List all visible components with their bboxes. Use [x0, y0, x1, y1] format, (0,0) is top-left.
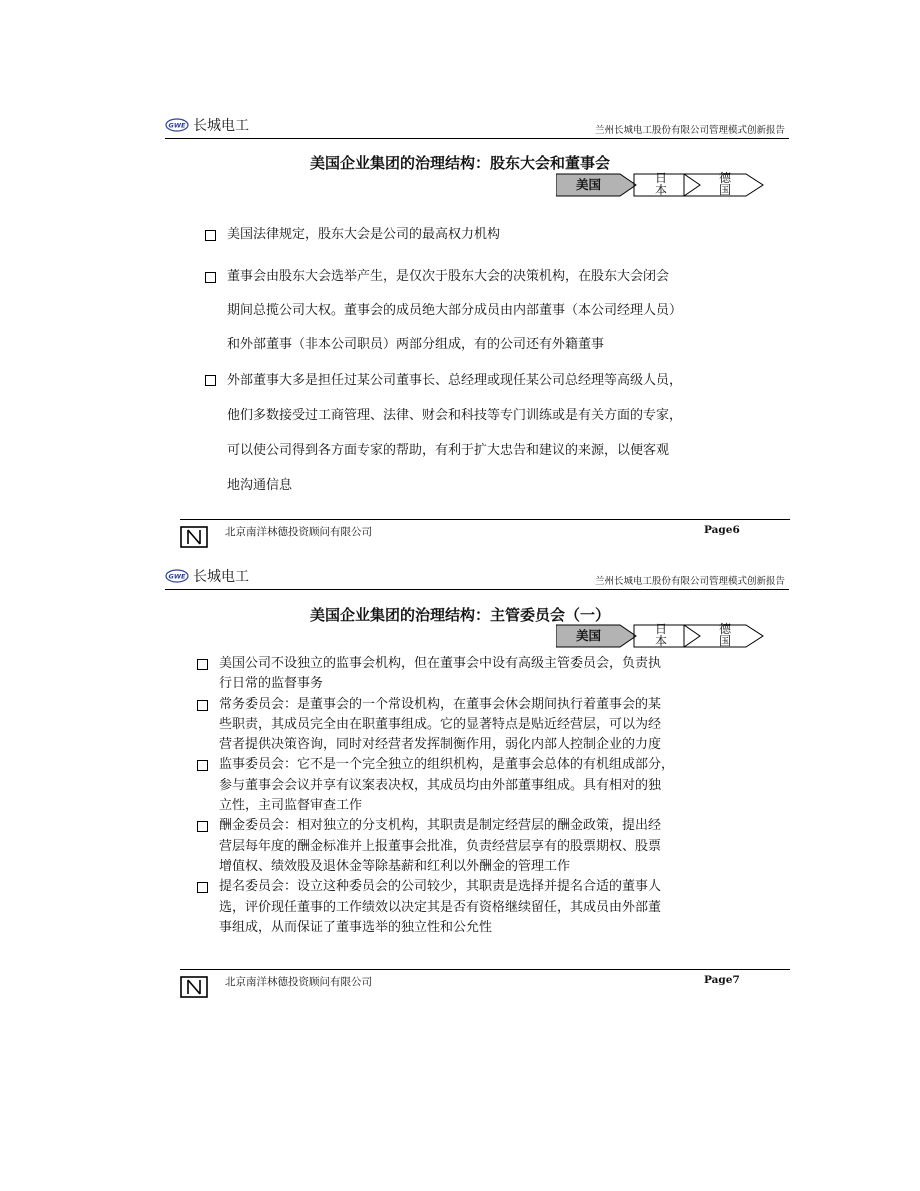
- country-nav: [556, 621, 766, 651]
- nav-germany-bottom: 国: [718, 634, 731, 648]
- footer-rule: [180, 519, 790, 520]
- report-title: 兰州长城电工股份有限公司管理模式创新报告: [594, 576, 785, 587]
- nav-us[interactable]: 美国: [576, 177, 602, 192]
- nav-japan[interactable]: [654, 623, 668, 647]
- bullet-line: 参与董事会会议并享有议案表决权，其成员均由外部董事组成。具有相对的独: [219, 777, 662, 793]
- bullet-line: 和外部董事（非本公司职员）两部分组成，有的公司还有外籍董事: [227, 337, 605, 352]
- gwe-logo-icon: [165, 118, 189, 132]
- list-item: [197, 755, 742, 816]
- bullet-line: 提名委员会：设立这种委员会的公司较少，其职责是选择并提名合适的董事人: [219, 879, 662, 895]
- nav-germany-top: 德: [718, 171, 731, 185]
- checkbox-icon: [197, 821, 208, 832]
- brand-name: 长城电工: [193, 569, 249, 585]
- header-1: [165, 118, 785, 138]
- bullet-line: 营层每年度的酬金标准并上报董事会批准，负责经营层享有的股票期权、股票: [219, 838, 662, 854]
- bullet-line: 选，评价现任董事的工作绩效以决定其是否有资格继续留任，其成员由外部董: [219, 899, 662, 915]
- country-nav: [556, 170, 766, 200]
- bullet-line: 地沟通信息: [227, 478, 293, 493]
- report-title: 兰州长城电工股份有限公司管理模式创新报告: [594, 125, 785, 136]
- bullet-line: 酬金委员会：相对独立的分支机构，其职责是制定经营层的酬金政策，提出经: [219, 818, 662, 834]
- bullet-line: 行日常的监督事务: [219, 676, 324, 692]
- bullet-line: 美国法律规定，股东大会是公司的最高权力机构: [227, 227, 501, 242]
- nav-us[interactable]: 美国: [576, 628, 602, 643]
- header-2: [165, 569, 785, 589]
- company-logo-icon: [180, 526, 208, 548]
- bullet-line: 董事会由股东大会选举产生，是仅次于股东大会的决策机构，在股东大会闭会: [227, 269, 670, 284]
- footer-company: 北京南洋林德投资顾问有限公司: [225, 526, 372, 538]
- nav-japan-bottom: 本: [654, 634, 667, 648]
- list-item: [205, 363, 740, 503]
- bullet-line: 监事委员会：它不是一个完全独立的组织机构，是董事会总体的有机组成部分，: [219, 757, 675, 773]
- bullet-line: 增值权、绩效股及退休金等除基薪和红利以外酬金的管理工作: [219, 858, 571, 874]
- bullet-line: 期间总揽公司大权。董事会的成员绝大部分成员由内部董事（本公司经理人员）: [227, 303, 683, 318]
- list-item: [197, 695, 742, 756]
- nav-japan-bottom: 本: [654, 183, 667, 197]
- checkbox-icon: [197, 659, 208, 670]
- slide-title: 美国企业集团的治理结构：股东大会和董事会: [309, 154, 610, 172]
- svg-text:GWE: GWE: [168, 572, 186, 581]
- bullet-line: 美国公司不设独立的监事会机构，但在董事会中设有高级主管委员会，负责执: [219, 656, 662, 671]
- page-number: Page7: [704, 974, 740, 986]
- bullet-line: 可以使公司得到各方面专家的帮助，有利于扩大忠告和建议的来源，以便客观: [227, 443, 670, 458]
- list-item: [205, 224, 740, 246]
- bullet-line: 立性，主司监督审查工作: [219, 798, 363, 814]
- checkbox-icon: [197, 760, 208, 771]
- nav-japan-top: 日: [654, 171, 667, 185]
- checkbox-icon: [205, 272, 216, 283]
- list-item: [197, 877, 742, 938]
- checkbox-icon: [205, 230, 216, 241]
- nav-germany-top: 德: [718, 622, 731, 636]
- list-item: [197, 816, 742, 877]
- brand-name: 长城电工: [193, 118, 249, 134]
- header-rule: [165, 138, 789, 139]
- nav-japan-top: 日: [654, 622, 667, 636]
- page-number: Page6: [704, 524, 740, 536]
- bullet-line: 营者提供决策咨询，同时对经营者发挥制衡作用，弱化内部人控制企业的力度: [219, 737, 662, 753]
- checkbox-icon: [205, 375, 216, 386]
- bullet-line: 些职责，其成员完全由在职董事组成。它的显著特点是贴近经营层，可以为经: [219, 716, 662, 732]
- slide-title: 美国企业集团的治理结构：主管委员会（一）: [309, 606, 610, 624]
- bullet-line: 外部董事大多是担任过某公司董事长、总经理或现任某公司总经理等高级人员，: [227, 373, 683, 388]
- bullet-line: 事组成，从而保证了董事选举的独立性和公允性: [219, 919, 493, 935]
- company-logo-icon: [180, 976, 208, 998]
- bullet-line: 他们多数接受过工商管理、法律、财会和科技等专门训练或是有关方面的专家，: [227, 408, 683, 423]
- bullet-line: 常务委员会：是董事会的一个常设机构，在董事会休会期间执行着董事会的某: [219, 696, 662, 712]
- gwe-logo-icon: [165, 569, 189, 583]
- header-rule: [165, 589, 789, 590]
- checkbox-icon: [197, 700, 208, 711]
- nav-germany[interactable]: [718, 623, 732, 647]
- checkbox-icon: [197, 882, 208, 893]
- svg-text:GWE: GWE: [168, 121, 186, 130]
- list-item: [197, 654, 742, 695]
- footer-rule: [180, 969, 790, 970]
- bullet-list: [197, 654, 742, 938]
- footer-company: 北京南洋林德投资顾问有限公司: [225, 976, 372, 988]
- nav-germany[interactable]: [718, 172, 732, 196]
- nav-germany-bottom: 国: [718, 183, 731, 197]
- list-item: [205, 260, 740, 362]
- nav-japan[interactable]: [654, 172, 668, 196]
